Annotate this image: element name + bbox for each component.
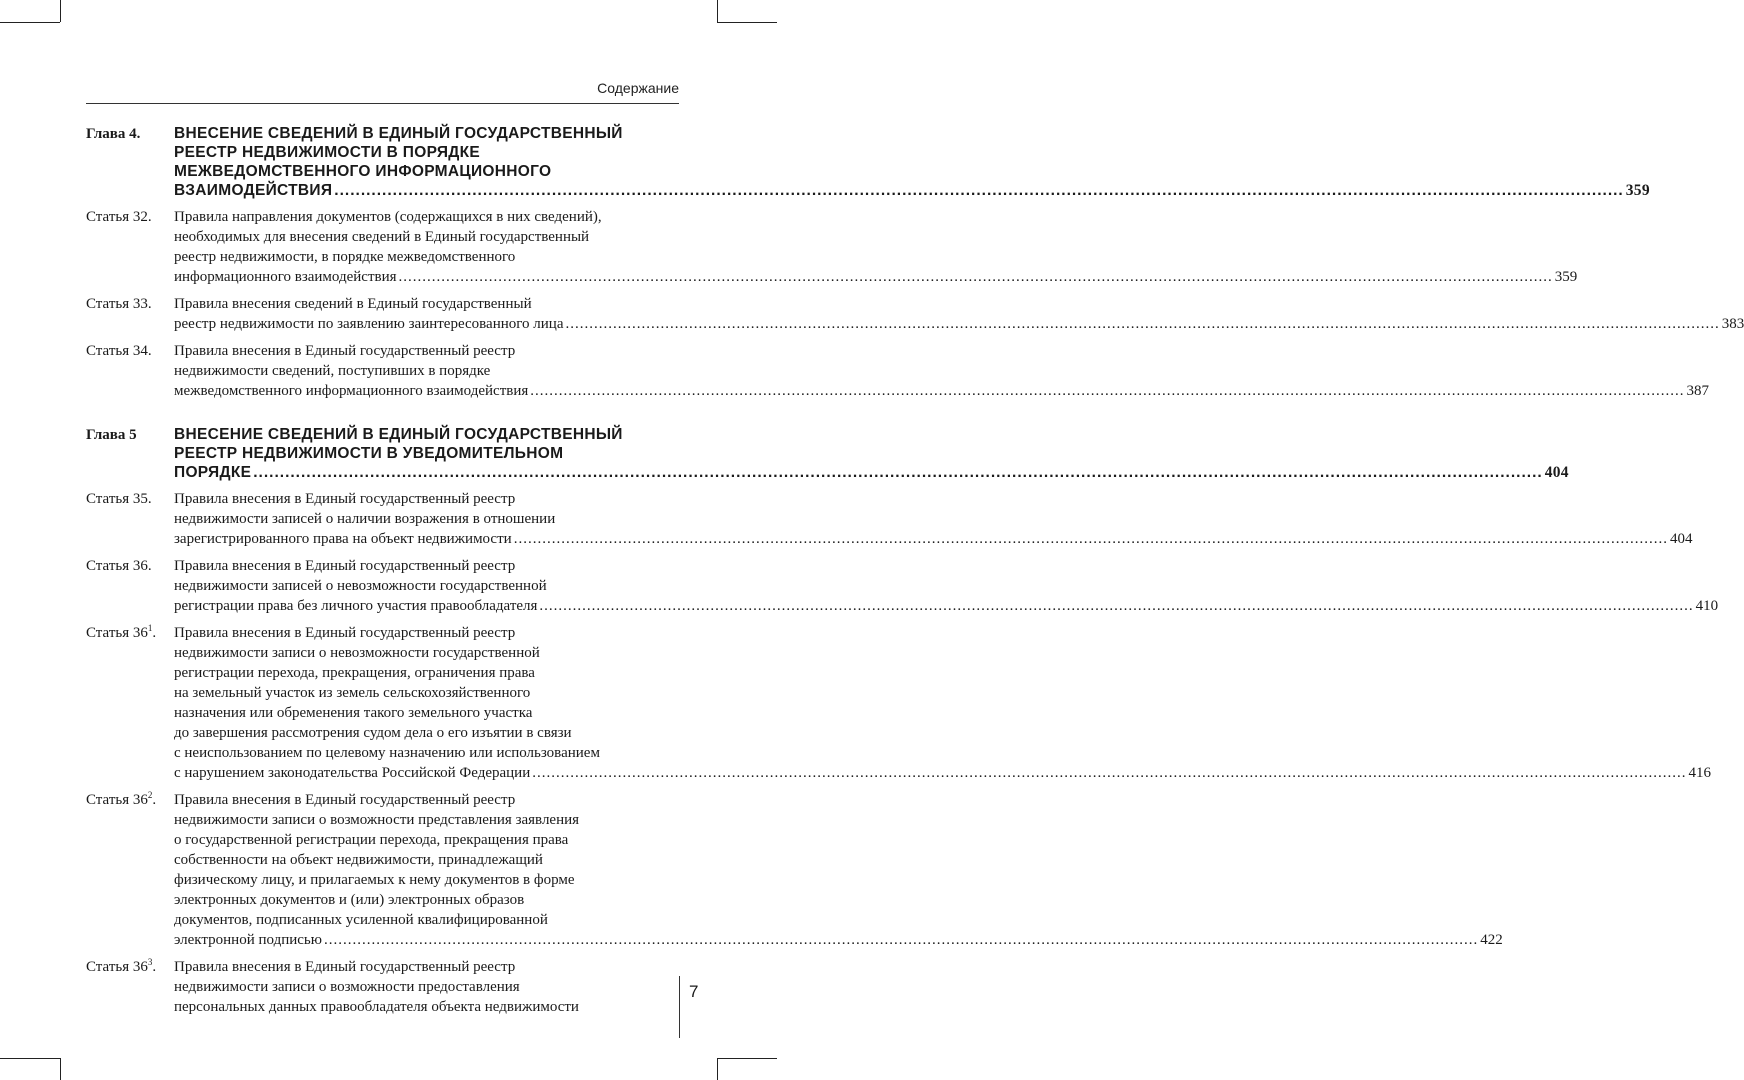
entry-label-superscript: 3 xyxy=(147,957,153,967)
toc-article xyxy=(86,556,1719,616)
spacer xyxy=(86,482,678,489)
entry-title-line: с неиспользованием по целевому назначению или использованием xyxy=(174,745,600,761)
entry-label-text: Статья 34. xyxy=(86,343,152,359)
table-of-contents xyxy=(86,124,1744,1017)
toc-chapter xyxy=(86,425,1569,482)
crop-mark xyxy=(717,22,777,23)
entry-label xyxy=(86,556,174,616)
entry-title xyxy=(174,489,1692,549)
entry-title-last-line xyxy=(174,314,1744,334)
dot-leader xyxy=(399,267,1553,287)
entry-title-line: Правила внесения в Единый государственный реестр xyxy=(174,959,516,975)
entry-page-number: 359 xyxy=(1554,269,1578,285)
entry-title-line: МЕЖВЕДОМСТВЕННОГО ИНФОРМАЦИОННОГО xyxy=(174,163,552,180)
spacer xyxy=(86,287,678,294)
spacer xyxy=(86,950,678,957)
entry-title-line: на земельный участок из земель сельскохозяйственного xyxy=(174,685,531,701)
crop-mark xyxy=(717,0,718,22)
entry-label-superscript: 1 xyxy=(147,623,153,633)
dot-leader xyxy=(530,381,1684,401)
entry-page-number: 422 xyxy=(1480,932,1503,948)
toc-chapter xyxy=(86,124,1650,200)
entry-title xyxy=(174,207,1577,287)
entry-label-end: . xyxy=(152,625,157,641)
entry-page-number: 404 xyxy=(1669,531,1693,547)
dot-leader xyxy=(334,181,1623,200)
entry-label-text: Глава 5 xyxy=(86,427,137,443)
entry-title-line: Правила направления документов (содержащихся в них сведений), xyxy=(174,209,602,225)
entry-title-line: недвижимости записи о возможности представления заявления xyxy=(174,812,580,828)
entry-title-line: ВНЕСЕНИЕ СВЕДЕНИЙ В ЕДИНЫЙ ГОСУДАРСТВЕННЫЙ xyxy=(174,426,623,443)
toc-article xyxy=(86,341,1710,401)
entry-title-line: недвижимости записи о возможности предоставления xyxy=(174,979,520,995)
running-header: Содержание xyxy=(597,80,679,96)
entry-title xyxy=(174,556,1718,616)
spacer xyxy=(86,401,678,425)
header-rule xyxy=(86,103,679,104)
entry-page-number: 416 xyxy=(1688,765,1711,781)
toc-article xyxy=(86,207,1578,287)
entry-label-text: Глава 4. xyxy=(86,126,141,142)
entry-title xyxy=(174,294,1744,334)
entry-title-line: до завершения рассмотрения судом дела о его изъятии в связи xyxy=(174,725,572,741)
crop-mark xyxy=(0,22,60,23)
entry-label xyxy=(86,341,174,401)
entry-title-line: регистрации перехода, прекращения, ограничения права xyxy=(174,665,535,681)
entry-title xyxy=(174,790,1503,950)
entry-label xyxy=(86,207,174,287)
entry-title-line: Правила внесения сведений в Единый государственный xyxy=(174,296,532,312)
entry-title-line: зарегистрированного права на объект недвижимости xyxy=(174,531,512,547)
entry-title-line: Правила внесения в Единый государственный реестр xyxy=(174,792,516,808)
entry-title-line: Правила внесения в Единый государственный реестр xyxy=(174,343,516,359)
entry-label xyxy=(86,790,174,950)
toc-article xyxy=(86,957,678,1017)
entry-page-number: 359 xyxy=(1625,182,1650,199)
entry-title-line: физическому лицу, и прилагаемых к нему документов в форме xyxy=(174,872,575,888)
entry-title-line: РЕЕСТР НЕДВИЖИМОСТИ В ПОРЯДКЕ xyxy=(174,144,481,161)
entry-label-text: Статья 35. xyxy=(86,491,152,507)
spacer xyxy=(86,549,678,556)
spacer xyxy=(86,200,678,207)
entry-title-line: РЕЕСТР НЕДВИЖИМОСТИ В УВЕДОМИТЕЛЬНОМ xyxy=(174,445,564,462)
entry-label-text: Статья 33. xyxy=(86,296,152,312)
entry-title-line: ВЗАИМОДЕЙСТВИЯ xyxy=(174,182,333,199)
entry-label-end: . xyxy=(152,792,157,808)
entry-title-line: реестр недвижимости по заявлению заинтересованного лица xyxy=(174,316,564,332)
crop-mark xyxy=(60,0,61,22)
entry-title-line: регистрации права без личного участия правообладателя xyxy=(174,598,538,614)
entry-label xyxy=(86,294,174,334)
spacer xyxy=(86,334,678,341)
entry-title-line: реестр недвижимости, в порядке межведомственного xyxy=(174,249,516,265)
crop-mark xyxy=(0,1058,60,1059)
toc-article xyxy=(86,790,1503,950)
entry-title-line: Правила внесения в Единый государственный реестр xyxy=(174,491,516,507)
entry-title-last-line xyxy=(174,529,1692,549)
entry-label xyxy=(86,124,174,200)
dot-leader xyxy=(253,463,1542,482)
crop-mark xyxy=(717,1058,777,1059)
entry-title-line: Правила внесения в Единый государственный реестр xyxy=(174,625,516,641)
dot-leader xyxy=(532,763,1686,783)
dot-leader xyxy=(539,596,1693,616)
entry-title-last-line xyxy=(174,596,1718,616)
entry-title-line: недвижимости записей о невозможности государственной xyxy=(174,578,547,594)
entry-title-last-line xyxy=(174,181,1650,200)
entry-title-line: назначения или обременения такого земельного участка xyxy=(174,705,533,721)
entry-title-line: Правила внесения в Единый государственный реестр xyxy=(174,558,516,574)
entry-label-text: Статья 36. xyxy=(86,558,152,574)
spacer xyxy=(86,783,678,790)
page-number-rule xyxy=(679,976,680,1038)
entry-page-number: 410 xyxy=(1695,598,1719,614)
crop-mark xyxy=(60,1058,61,1080)
spacer xyxy=(86,616,678,623)
entry-title xyxy=(174,341,1709,401)
dot-leader xyxy=(514,529,1668,549)
entry-title-line: с нарушением законодательства Российской Федерации xyxy=(174,765,531,781)
entry-page-number: 404 xyxy=(1544,464,1569,481)
entry-page-number: 387 xyxy=(1686,383,1710,399)
dot-leader xyxy=(565,314,1719,334)
entry-title-line: недвижимости записи о невозможности государственной xyxy=(174,645,540,661)
entry-title-line: недвижимости сведений, поступивших в порядке xyxy=(174,363,491,379)
entry-title-line: ВНЕСЕНИЕ СВЕДЕНИЙ В ЕДИНЫЙ ГОСУДАРСТВЕННЫЙ xyxy=(174,125,623,142)
toc-article xyxy=(86,294,1744,334)
entry-title-line: документов, подписанных усиленной квалифицированной xyxy=(174,912,548,928)
entry-title-line: информационного взаимодействия xyxy=(174,269,397,285)
dot-leader xyxy=(324,930,1478,950)
entry-label-text: Статья 36 xyxy=(86,625,148,641)
page-number: 7 xyxy=(689,982,699,1001)
entry-label-text: Статья 36 xyxy=(86,959,148,975)
entry-title-line: межведомственного информационного взаимодействия xyxy=(174,383,529,399)
toc-article xyxy=(86,623,1711,783)
entry-title-last-line xyxy=(174,463,1569,482)
toc-article xyxy=(86,489,1693,549)
entry-title-line: электронной подписью xyxy=(174,932,322,948)
entry-title-line: электронных документов и (или) электронных образов xyxy=(174,892,525,908)
entry-title xyxy=(174,425,1569,482)
entry-title-line: недвижимости записей о наличии возражения в отношении xyxy=(174,511,556,527)
entry-label xyxy=(86,623,174,783)
entry-label-text: Статья 36 xyxy=(86,792,148,808)
entry-title-line: ПОРЯДКЕ xyxy=(174,464,252,481)
entry-title-last-line xyxy=(174,763,1711,783)
entry-title xyxy=(174,957,678,1017)
entry-title xyxy=(174,623,1711,783)
entry-title-line: о государственной регистрации перехода, прекращения права xyxy=(174,832,569,848)
entry-label-superscript: 2 xyxy=(147,790,153,800)
entry-label-text: Статья 32. xyxy=(86,209,152,225)
entry-label-end: . xyxy=(152,959,157,975)
entry-title-last-line xyxy=(174,930,1503,950)
entry-title-line: персональных данных правообладателя объекта недвижимости xyxy=(174,999,579,1015)
entry-title-line: собственности на объект недвижимости, принадлежащий xyxy=(174,852,543,868)
entry-label xyxy=(86,957,174,1017)
entry-label xyxy=(86,489,174,549)
entry-title xyxy=(174,124,1650,200)
entry-page-number: 383 xyxy=(1721,316,1744,332)
entry-label xyxy=(86,425,174,482)
entry-title-line: необходимых для внесения сведений в Единый государственный xyxy=(174,229,590,245)
entry-title-last-line xyxy=(174,267,1577,287)
entry-title-last-line xyxy=(174,381,1709,401)
crop-mark xyxy=(717,1058,718,1080)
